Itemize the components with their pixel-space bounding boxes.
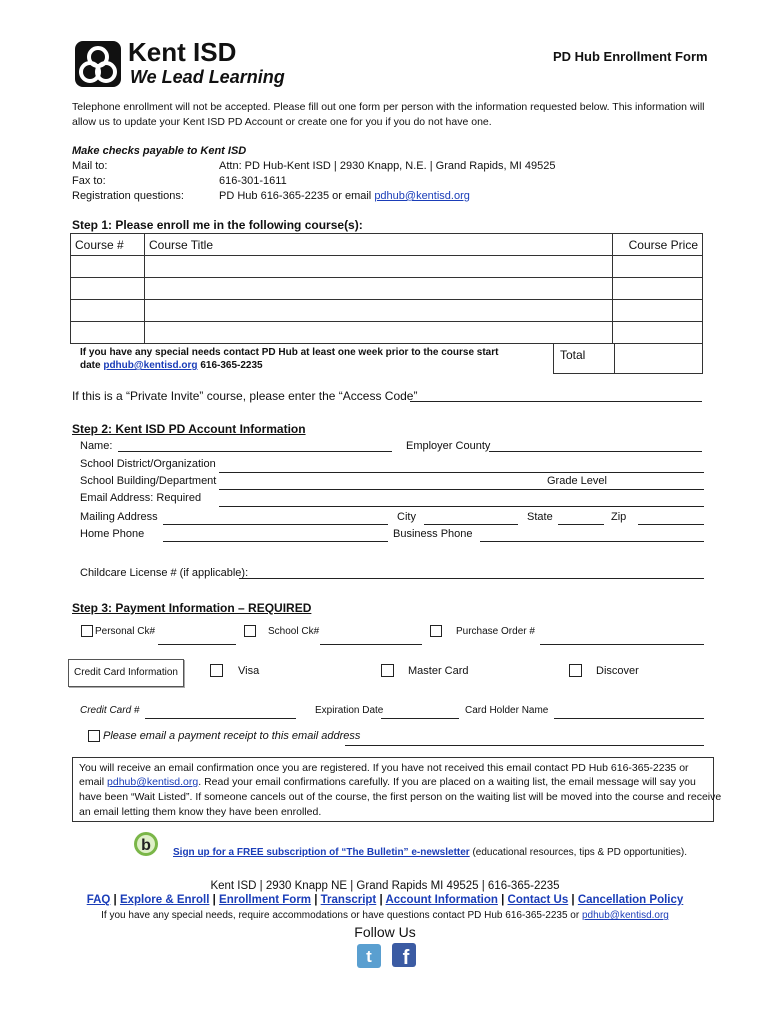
footer-sep: | [568,894,578,906]
city-input[interactable] [424,524,518,525]
footer-sep: | [497,894,508,906]
logo-tagline: We Lead Learning [130,67,285,87]
notice-email-prefix: email [79,776,108,788]
purchase-order-checkbox[interactable] [430,625,442,637]
col-course-price: Course Price [613,234,703,256]
master-card-label: Master Card [408,665,469,677]
logo-name: Kent ISD [128,37,237,67]
special-needs-email[interactable]: pdhub@kentisd.org [103,360,198,371]
step1-heading: Step 1: Please enroll me in the following course(s): [72,218,363,232]
personal-check-input[interactable] [158,644,236,645]
course-table [70,233,703,344]
reg-email-link[interactable]: pdhub@kentisd.org [374,190,470,202]
state-label: State [527,511,553,523]
follow-us: Follow Us [354,924,416,940]
grade-label: Grade Level [547,475,607,487]
notice-email-suffix: . Read your email confirmations carefully. If you are placed on a waiting list, the email message will say you [198,776,696,788]
logo-mark-icon [74,40,122,88]
mail-value: Attn: PD Hub-Kent ISD | 2930 Knapp, N.E. | Grand Rapids, MI 49525 [219,160,556,172]
zip-label: Zip [611,511,627,523]
business-phone-input[interactable] [480,541,704,542]
building-input[interactable] [219,489,704,490]
notice-email-link[interactable]: pdhub@kentisd.org [107,776,199,788]
personal-check-label: Personal Ck# [95,626,156,637]
discover-checkbox[interactable] [569,664,582,677]
card-holder-label: Card Holder Name [465,705,549,716]
access-code-label: If this is a “Private Invite” course, please enter the “Access Code” [72,389,418,403]
course-row[interactable] [71,256,703,278]
name-input[interactable] [118,451,392,452]
svg-text:f: f [402,947,410,967]
special-needs-date: date [80,360,104,371]
credit-card-number-input[interactable] [145,718,296,719]
course-row[interactable] [71,300,703,322]
form-title: PD Hub Enrollment Form [553,49,708,64]
bulletin-desc: (educational resources, tips & PD opportunities). [469,847,688,858]
district-input[interactable] [219,472,704,473]
footer-special-text: If you have any special needs, require accommodations or have questions contact PD Hub 616-365-2235 or [101,910,582,921]
notice-line-1: You will receive an email confirmation once you are registered. If you have not received this email contact PD Hub 616-365-2235 or [79,762,689,774]
total-label: Total [560,348,586,362]
footer-link-cancellation[interactable]: Cancellation Policy [577,894,684,906]
footer-link-explore[interactable]: Explore & Enroll [119,894,210,906]
state-input[interactable] [558,524,604,525]
footer-link-contact[interactable]: Contact Us [507,894,569,906]
district-label: School District/Organization [80,458,216,470]
footer-sep: | [209,894,220,906]
visa-label: Visa [238,665,260,677]
reg-text: PD Hub 616-365-2235 or email [219,190,375,202]
fax-value: 616-301-1611 [219,175,287,187]
bulletin-signup-link[interactable]: Sign up for a FREE subscription of “The Bulletin” e-newsletter [173,847,470,858]
course-row[interactable] [71,278,703,300]
special-needs-phone: 616-365-2235 [197,360,263,371]
footer-link-faq[interactable]: FAQ [86,894,111,906]
col-course-num: Course # [71,234,145,256]
footer-sep: | [311,894,321,906]
purchase-order-label: Purchase Order # [456,626,535,637]
receipt-email-input[interactable] [345,745,704,746]
notice-line-3: have been “Wait Listed”. If someone cancels out of the course, the first person on the waiting list will be moved into the course and receive [79,791,722,803]
master-card-checkbox[interactable] [381,664,394,677]
receipt-label: Please email a payment receipt to this email address [103,730,361,742]
building-label: School Building/Department [80,475,217,487]
credit-card-number-label: Credit Card # [80,705,140,716]
mailing-label: Mailing Address [80,511,158,523]
notice-line-4: an email letting them know they have been enrolled. [79,806,322,818]
special-needs-1: If you have any special needs contact PD Hub at least one week prior to the course start [80,347,499,358]
kent-isd-logo [74,40,122,88]
discover-label: Discover [596,665,639,677]
home-phone-label: Home Phone [80,528,145,540]
visa-checkbox[interactable] [210,664,223,677]
twitter-icon[interactable] [357,944,381,968]
course-row[interactable] [71,322,703,344]
checks-note: Make checks payable to Kent ISD [72,145,247,157]
expiration-input[interactable] [381,718,459,719]
school-check-label: School Ck# [268,626,320,637]
notice-line-2 [79,775,696,789]
personal-check-checkbox[interactable] [81,625,93,637]
employer-input[interactable] [489,451,702,452]
business-phone-label: Business Phone [393,528,473,540]
email-input[interactable] [219,506,704,507]
bulletin-signup [173,846,687,860]
expiration-label: Expiration Date [315,705,384,716]
email-label: Email Address: Required [80,492,202,504]
city-label: City [397,511,416,523]
step3-heading: Step 3: Payment Information – REQUIRED [72,601,312,615]
col-course-title: Course Title [145,234,613,256]
access-code-input[interactable] [410,401,702,402]
receipt-checkbox[interactable] [88,730,100,742]
school-check-checkbox[interactable] [244,625,256,637]
total-value-field[interactable] [613,343,703,374]
footer-email-link[interactable]: pdhub@kentisd.org [581,910,669,921]
mailing-input[interactable] [163,524,388,525]
footer-link-enrollment-form[interactable]: Enrollment Form [219,894,312,906]
childcare-label: Childcare License # (if applicable): [80,567,249,579]
special-needs-2 [80,359,263,373]
bulletin-icon [133,831,159,857]
school-check-input[interactable] [320,644,422,645]
footer-sep: | [110,894,120,906]
reg-value [219,189,470,203]
purchase-order-input[interactable] [540,644,704,645]
intro-line-2: allow us to update your Kent ISD PD Account or create one for you if you do not have one. [72,116,492,128]
intro-line-1: Telephone enrollment will not be accepted. Please fill out one form per person with the information requested below. This information will [72,101,705,113]
footer-address: Kent ISD | 2930 Knapp NE | Grand Rapids MI 49525 | 616-365-2235 [210,880,560,892]
fax-label: Fax to: [72,175,106,187]
reg-label: Registration questions: [72,190,184,202]
credit-card-info-button[interactable]: Credit Card Information [68,659,184,687]
svg-text:b: b [141,837,151,854]
footer-special-needs [0,909,770,923]
svg-text:t: t [366,947,372,966]
facebook-icon[interactable] [392,943,416,967]
step2-heading: Step 2: Kent ISD PD Account Information [72,422,306,436]
footer-link-account[interactable]: Account Information [385,894,498,906]
zip-input[interactable] [638,524,704,525]
footer-links [0,893,770,907]
childcare-input[interactable] [239,578,704,579]
footer-link-transcript[interactable]: Transcript [320,894,377,906]
mail-label: Mail to: [72,160,108,172]
card-holder-input[interactable] [554,718,704,719]
footer-sep: | [376,894,386,906]
employer-label: Employer County [406,440,491,452]
home-phone-input[interactable] [163,541,388,542]
name-label: Name: [80,440,113,452]
